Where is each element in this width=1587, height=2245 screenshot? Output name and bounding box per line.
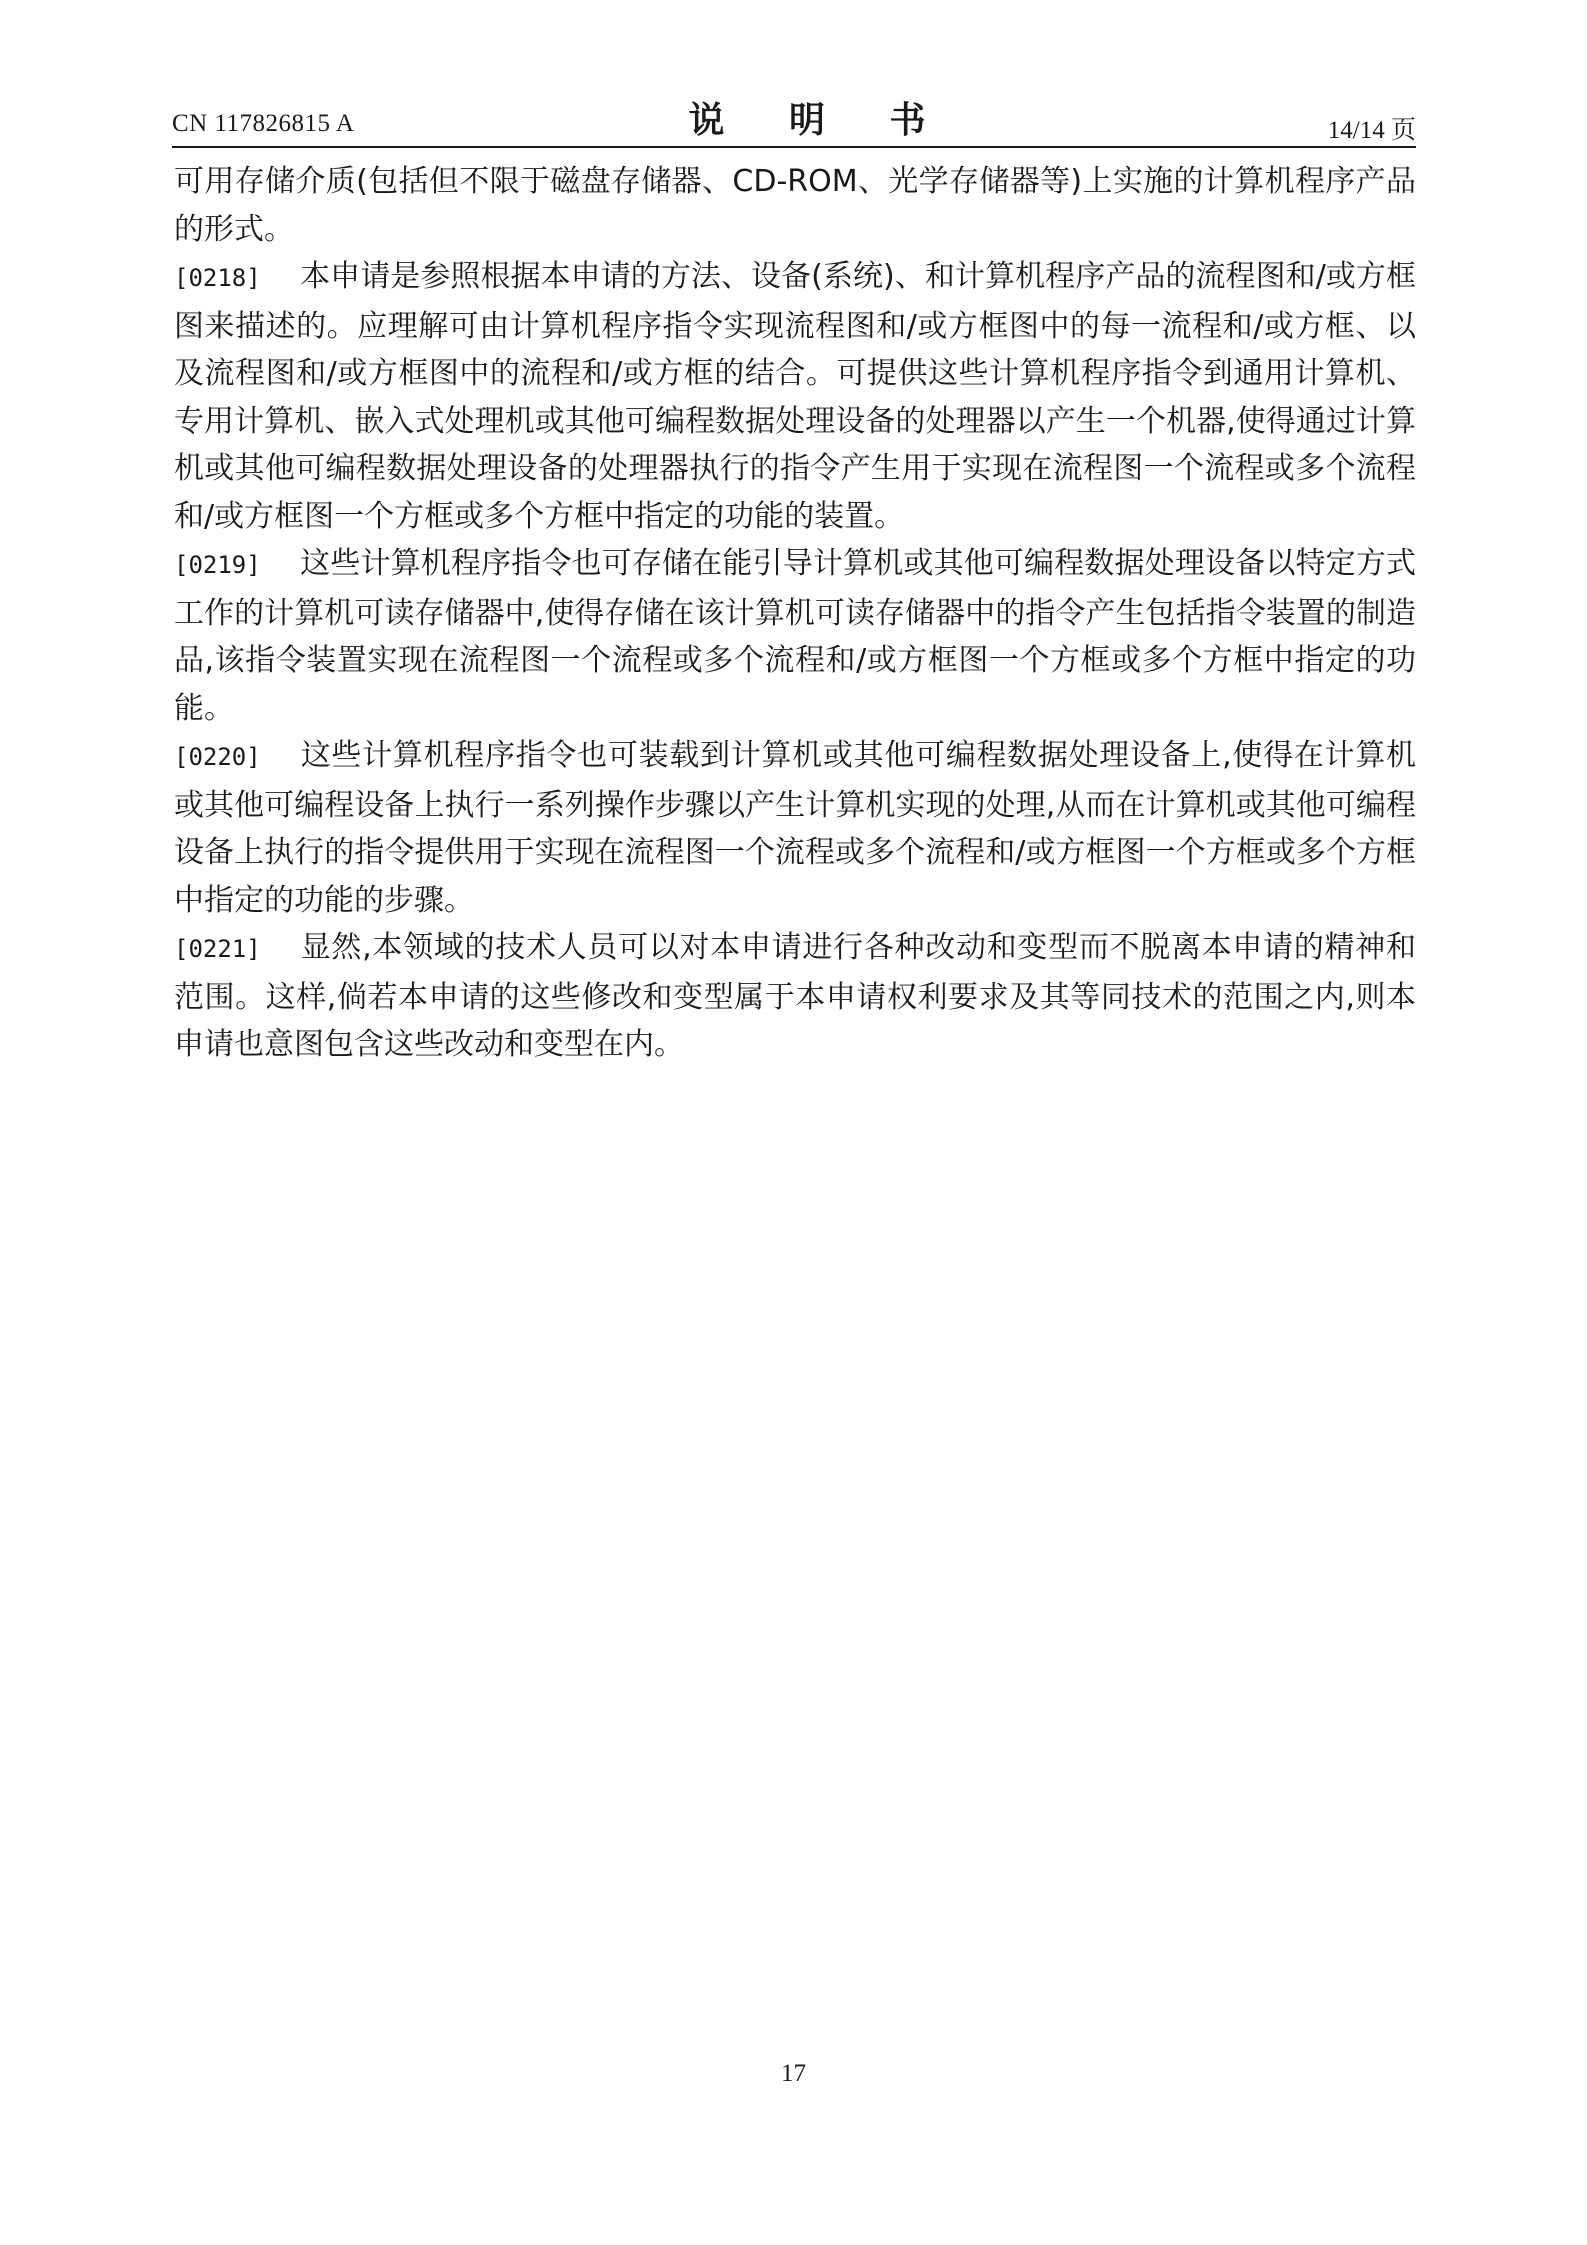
page-indicator: 14/14 页 bbox=[1327, 117, 1416, 144]
paragraph-number: [0221] bbox=[174, 935, 261, 963]
paragraph-text: 显然,本领域的技术人员可以对本申请进行各种改动和变型而不脱离本申请的精神和范围。这样,倘若本申请的这些修改和变型属于本申请权利要求及其等同技术的范围之内,则本申请也意图包含这些改动和变型在内。 bbox=[174, 930, 1416, 1062]
paragraph-number: [0220] bbox=[174, 743, 261, 771]
paragraph-continuation bbox=[174, 158, 1416, 253]
paragraph-text: 这些计算机程序指令也可装载到计算机或其他可编程数据处理设备上,使得在计算机或其他可编程设备上执行一系列操作步骤以产生计算机实现的处理,从而在计算机或其他可编程设备上执行的指令提供用于实现在流程图一个流程或多个流程和/或方框图一个方框或多个方框中指定的功能的步骤。 bbox=[174, 738, 1416, 918]
paragraph-0219 bbox=[174, 540, 1416, 732]
publication-number: CN 117826815 A bbox=[172, 110, 355, 137]
page-number: 17 bbox=[781, 2060, 806, 2087]
paragraph-text: 可用存储介质(包括但不限于磁盘存储器、CD-ROM、光学存储器等)上实施的计算机程序产品的形式。 bbox=[174, 164, 1416, 247]
document-body bbox=[174, 158, 1416, 1069]
paragraph-text: 这些计算机程序指令也可存储在能引导计算机或其他可编程数据处理设备以特定方式工作的计算机可读存储器中,使得存储在该计算机可读存储器中的指令产生包括指令装置的制造品,该指令装置实现在流程图一个流程或多个流程和/或方框图一个方框或多个方框中指定的功能。 bbox=[174, 546, 1416, 726]
header-divider bbox=[172, 146, 1416, 148]
document-title: 说 明 书 bbox=[688, 100, 952, 141]
paragraph-0218 bbox=[174, 253, 1416, 540]
paragraph-text: 本申请是参照根据本申请的方法、设备(系统)、和计算机程序产品的流程图和/或方框图来描述的。应理解可由计算机程序指令实现流程图和/或方框图中的每一流程和/或方框、以及流程图和/或方框图中的流程和/或方框的结合。可提供这些计算机程序指令到通用计算机、专用计算机、嵌入式处理机或其他可编程数据处理设备的处理器以产生一个机器,使得通过计算机或其他可编程数据处理设备的处理器执行的指令产生用于实现在流程图一个流程或多个流程和/或方框图一个方框或多个方框中指定的功能的装置。 bbox=[174, 259, 1416, 534]
paragraph-0220 bbox=[174, 732, 1416, 924]
paragraph-0221 bbox=[174, 924, 1416, 1069]
paragraph-number: [0219] bbox=[174, 551, 261, 579]
page-header bbox=[172, 92, 1416, 152]
paragraph-number: [0218] bbox=[174, 264, 261, 292]
